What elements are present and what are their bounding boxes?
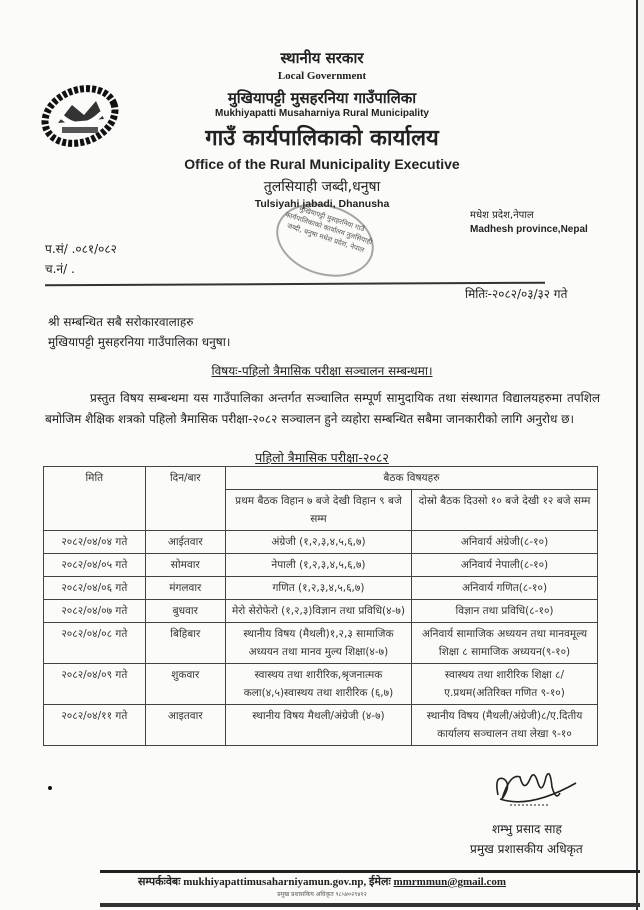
exam-schedule-table: [43, 466, 598, 746]
gov-title-np: स्थानीय सरकार: [280, 49, 364, 67]
cell-second: अनिवार्य सामाजिक अध्ययन तथा मानवमूल्य शिक्षा ८ सामाजिक अध्ययन(९-१०): [412, 623, 598, 664]
cell-date: २०८२/०४/०९ गते: [44, 664, 146, 705]
cell-second: स्थानीय विषय (मैथली/अंग्रेजी)८/ए.दितीय कार्यालय सञ्चालन तथा लेखा ९-१०: [412, 705, 598, 746]
signatory-title: प्रमुख प्रशासकीय अधिकृत: [470, 842, 583, 856]
cell-day: शुकवार: [145, 664, 225, 705]
cell-first: नेपाली (१,२,३,४,५,६,७): [225, 554, 411, 577]
cell-first: स्थानीय विषय (मैथली)१,२,३ सामाजिक अध्ययन तथा मानव मुल्य शिक्षा(४-७): [225, 623, 411, 664]
cell-second: विज्ञान तथा प्रविधि(८-१०): [412, 600, 598, 623]
table-row: [44, 705, 598, 746]
letter-subject: विषयः-पहिलो त्रैमासिक परीक्षा सञ्चालन सम्बन्धमा।: [211, 364, 433, 378]
office-name-np: गाउँ कार्यपालिकाको कार्यालय: [205, 126, 439, 151]
cell-second: स्वास्थय तथा शारीरिक शिक्षा ८/ए.प्रथम(अतिरिक्त गणित ९-१०): [412, 664, 598, 705]
office-stamp: मुखियापट्टी मुसहरनिया गाउँ कार्यपालिकाको कार्यालय तुलसियाही जब्दी, धनुषा मधेश प्रदेश, नेपाल: [267, 191, 384, 288]
footer-contact: [0, 874, 644, 889]
recipient-line-2: मुखियापट्टी मुसहरनिया गाउँपालिका धनुषा।: [48, 335, 231, 349]
cell-date: २०८२/०४/०६ गते: [44, 577, 146, 600]
header-day: दिन/बार: [145, 467, 225, 531]
signatory-name: शम्भु प्रसाद साह: [492, 822, 562, 836]
cell-second: अनिवार्य नेपाली(८-१०): [412, 554, 598, 577]
table-row: [44, 554, 598, 577]
footer-divider-top: [100, 870, 640, 873]
table-header-row: [44, 467, 598, 490]
email-label: ईमेलः: [369, 876, 391, 888]
cell-day: आईतवार: [145, 531, 225, 554]
address-en: Tulsiyahi jabadi, Dhanusha: [254, 198, 390, 210]
schedule-title: पहिलो त्रैमासिक परीक्षा-२०८२: [255, 450, 389, 465]
cell-date: २०८२/०४/११ गते: [44, 705, 146, 746]
cell-first: स्वास्थय तथा शारीरिक,श्रृजनात्मक कला(४,५)स्वास्थय तथा शारीरिक (६,७): [225, 664, 411, 705]
cell-date: २०८२/०४/०७ गते: [44, 600, 146, 623]
municipality-name-np: मुखियापट्टी मुसहरनिया गाउँपालिका: [227, 89, 417, 107]
table-row: [44, 664, 598, 705]
cell-day: सोमवार: [145, 554, 225, 577]
cell-day: मंगलवार: [145, 577, 225, 600]
cell-second: अनिवार्य अंग्रेजी(८-१०): [412, 531, 598, 554]
reference-number: प.सं/ .०८१/०८२: [45, 242, 117, 256]
table-row: [44, 600, 598, 623]
table-row: [44, 577, 598, 600]
letter-date: मितिः-२०८२/०३/३२ गते: [465, 287, 568, 301]
recipient-line-1: श्री सम्बन्धित सबै सरोकारवालाहरु: [48, 315, 194, 329]
office-name-en: Office of the Rural Municipality Executive: [184, 156, 460, 172]
cell-first: स्थानीय विषय मैथली/अंग्रेजी (४-७): [225, 705, 411, 746]
cell-day: आइतवार: [145, 705, 225, 746]
dispatch-number: च.नं/ .: [45, 262, 75, 276]
province-en: Madhesh province,Nepal: [470, 224, 588, 235]
address-np: तुलसियाही जब्दी,धनुषा: [263, 179, 381, 195]
table-row: [44, 531, 598, 554]
cell-first: गणित (१,२,३,४,५,६,७): [225, 577, 411, 600]
website-link[interactable]: mukhiyapattimusaharniyamun.gov.np,: [183, 876, 367, 888]
cell-day: बुधवार: [145, 600, 225, 623]
email-link[interactable]: mmrmmun@gmail.com: [393, 876, 507, 888]
website-label: सम्पर्कःवेबः: [137, 876, 181, 888]
table-row: [44, 623, 598, 664]
header-second-sitting: दोस्रो बैठक दिउसो १० बजे देखी १२ बजे सम्म: [412, 490, 598, 531]
stray-dot: [48, 786, 52, 790]
footer-divider-bottom: [100, 903, 640, 907]
cell-first: अंग्रेजी (१,२,३,४,५,६,७): [225, 531, 411, 554]
municipality-name-en: Mukhiyapatti Musaharniya Rural Municipality: [215, 108, 429, 119]
province-np: मधेश प्रदेश,नेपाल: [470, 210, 534, 221]
cell-first: मेरो सेरोफेरो (१,२,३)विज्ञान तथा प्रविधि(४-७): [225, 600, 411, 623]
cell-day: बिहिबार: [145, 623, 225, 664]
cell-second: अनिवार्य गणित(८-१०): [412, 577, 598, 600]
signature-image: [490, 765, 580, 815]
header-date: मिति: [44, 467, 146, 531]
header-subjects: बैठक विषयहरु: [225, 467, 597, 490]
letter-body: प्रस्तुत विषय सम्बन्धमा यस गाउँपालिका अन्तर्गत सञ्चालित सम्पूर्ण सामुदायिक तथा संस्थागत विद्यालयहरुमा तपशिल बमोजिम शैक्षिक शत्रको पहिलो त्रैमासिक परीक्षा-२०८२ सञ्चालन हुने व्यहोरा सम्बन्धित सबैमा जानकारीको लागि अनुरोध छ।: [45, 391, 600, 426]
gov-title-en: Local Government: [277, 70, 367, 82]
cell-date: २०८२/०४/०८ गते: [44, 623, 146, 664]
header-first-sitting: प्रथम बैठक विहान ७ बजे देखी विहान ९ बजे सम्म: [225, 490, 411, 531]
cell-date: २०८२/०४/०४ गते: [44, 531, 146, 554]
cell-date: २०८२/०४/०५ गते: [44, 554, 146, 577]
footer-phones: प्रमुख प्रशासकिय अधिकृत ९८५४०२९४१२: [277, 891, 367, 898]
